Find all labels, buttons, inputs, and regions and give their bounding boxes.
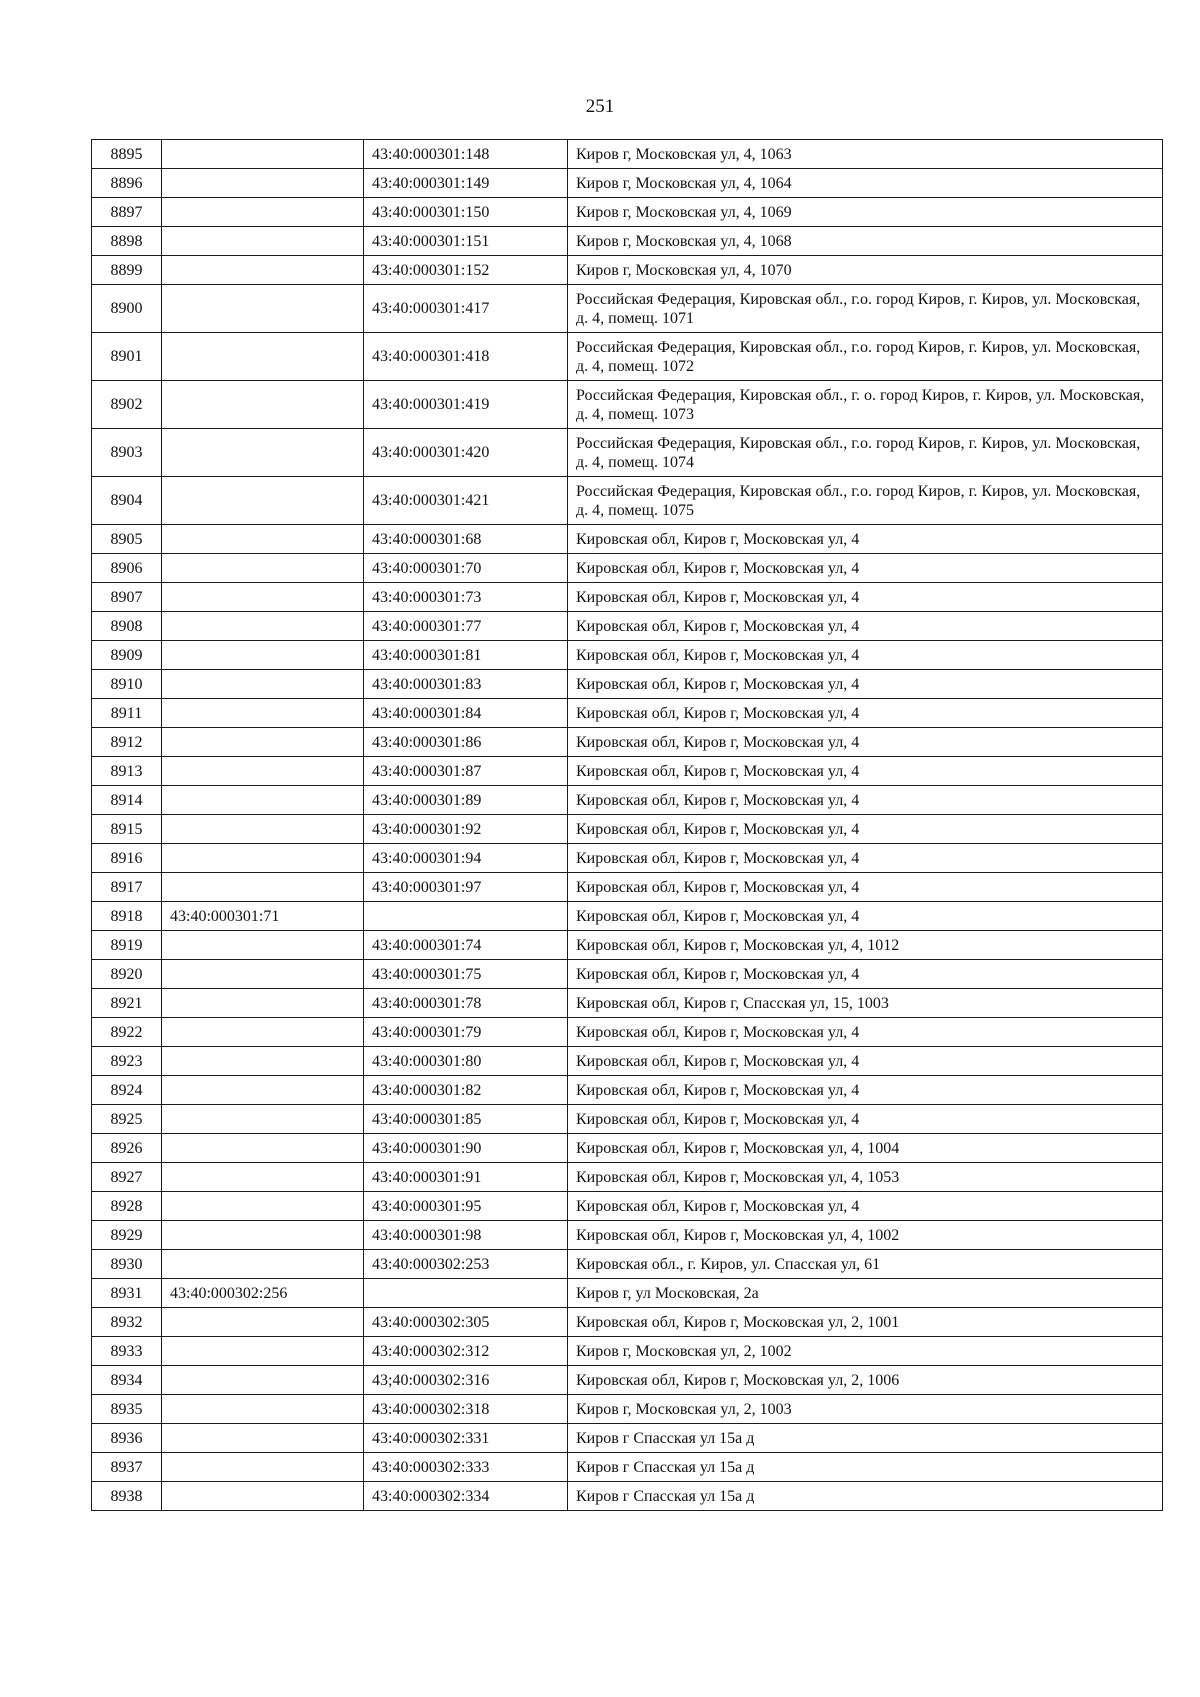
address-cell: Кировская обл, Киров г, Спасская ул, 15, 1003 bbox=[568, 989, 1163, 1018]
row-number-cell: 8898 bbox=[92, 227, 162, 256]
row-number-cell: 8936 bbox=[92, 1424, 162, 1453]
table-row bbox=[92, 1424, 1163, 1453]
table-row bbox=[92, 1018, 1163, 1047]
row-number-cell: 8932 bbox=[92, 1308, 162, 1337]
object-cadastral-cell: 43:40:000301:151 bbox=[364, 227, 568, 256]
table-row bbox=[92, 333, 1163, 381]
object-cadastral-cell: 43:40:000301:90 bbox=[364, 1134, 568, 1163]
parcel-cadastral-cell bbox=[162, 381, 364, 429]
object-cadastral-cell: 43:40:000301:95 bbox=[364, 1192, 568, 1221]
parcel-cadastral-cell bbox=[162, 1482, 364, 1511]
row-number-cell: 8937 bbox=[92, 1453, 162, 1482]
row-number-cell: 8922 bbox=[92, 1018, 162, 1047]
registry-body bbox=[92, 140, 1163, 1511]
row-number-cell: 8907 bbox=[92, 583, 162, 612]
address-cell: Кировская обл, Киров г, Московская ул, 4, 1053 bbox=[568, 1163, 1163, 1192]
address-cell: Киров г, Московская ул, 4, 1068 bbox=[568, 227, 1163, 256]
table-row bbox=[92, 285, 1163, 333]
row-number-cell: 8929 bbox=[92, 1221, 162, 1250]
parcel-cadastral-cell bbox=[162, 554, 364, 583]
object-cadastral-cell: 43:40:000301:75 bbox=[364, 960, 568, 989]
row-number-cell: 8909 bbox=[92, 641, 162, 670]
page-number: 251 bbox=[585, 96, 615, 117]
object-cadastral-cell: 43:40:000302:305 bbox=[364, 1308, 568, 1337]
parcel-cadastral-cell bbox=[162, 477, 364, 525]
object-cadastral-cell: 43:40:000302:312 bbox=[364, 1337, 568, 1366]
table-row bbox=[92, 198, 1163, 227]
registry-table bbox=[91, 139, 1163, 1511]
address-cell: Киров г, Московская ул, 2, 1003 bbox=[568, 1395, 1163, 1424]
object-cadastral-cell: 43:40:000301:420 bbox=[364, 429, 568, 477]
address-cell: Кировская обл, Киров г, Московская ул, 4 bbox=[568, 525, 1163, 554]
table-row bbox=[92, 1482, 1163, 1511]
row-number-cell: 8917 bbox=[92, 873, 162, 902]
object-cadastral-cell: 43:40:000302:318 bbox=[364, 1395, 568, 1424]
object-cadastral-cell: 43:40:000302:334 bbox=[364, 1482, 568, 1511]
parcel-cadastral-cell bbox=[162, 844, 364, 873]
table-row bbox=[92, 1076, 1163, 1105]
row-number-cell: 8927 bbox=[92, 1163, 162, 1192]
object-cadastral-cell: 43:40:000301:89 bbox=[364, 786, 568, 815]
parcel-cadastral-cell bbox=[162, 1250, 364, 1279]
table-row bbox=[92, 844, 1163, 873]
object-cadastral-cell: 43:40:000301:77 bbox=[364, 612, 568, 641]
parcel-cadastral-cell bbox=[162, 525, 364, 554]
table-row bbox=[92, 140, 1163, 169]
row-number-cell: 8906 bbox=[92, 554, 162, 583]
object-cadastral-cell: 43:40:000301:83 bbox=[364, 670, 568, 699]
object-cadastral-cell: 43:40:000301:148 bbox=[364, 140, 568, 169]
table-row bbox=[92, 169, 1163, 198]
address-cell: Кировская обл, Киров г, Московская ул, 4 bbox=[568, 1076, 1163, 1105]
row-number-cell: 8903 bbox=[92, 429, 162, 477]
address-cell: Кировская обл, Киров г, Московская ул, 4 bbox=[568, 786, 1163, 815]
object-cadastral-cell: 43:40:000301:74 bbox=[364, 931, 568, 960]
address-cell: Киров г, Московская ул, 4, 1063 bbox=[568, 140, 1163, 169]
row-number-cell: 8931 bbox=[92, 1279, 162, 1308]
parcel-cadastral-cell bbox=[162, 1453, 364, 1482]
address-cell: Кировская обл, Киров г, Московская ул, 4 bbox=[568, 1105, 1163, 1134]
object-cadastral-cell: 43:40:000301:152 bbox=[364, 256, 568, 285]
address-cell: Российская Федерация, Кировская обл., г.о. город Киров, г. Киров, ул. Московская, д. 4, помещ. 1071 bbox=[568, 285, 1163, 333]
row-number-cell: 8923 bbox=[92, 1047, 162, 1076]
table-row bbox=[92, 815, 1163, 844]
parcel-cadastral-cell bbox=[162, 583, 364, 612]
object-cadastral-cell: 43:40:000301:417 bbox=[364, 285, 568, 333]
address-cell: Кировская обл, Киров г, Московская ул, 4 bbox=[568, 699, 1163, 728]
row-number-cell: 8914 bbox=[92, 786, 162, 815]
parcel-cadastral-cell bbox=[162, 198, 364, 227]
parcel-cadastral-cell bbox=[162, 786, 364, 815]
address-cell: Киров г Спасская ул 15а д bbox=[568, 1424, 1163, 1453]
object-cadastral-cell: 43:40:000301:73 bbox=[364, 583, 568, 612]
parcel-cadastral-cell bbox=[162, 169, 364, 198]
object-cadastral-cell: 43:40:000301:70 bbox=[364, 554, 568, 583]
row-number-cell: 8934 bbox=[92, 1366, 162, 1395]
table-row bbox=[92, 1453, 1163, 1482]
address-cell: Российская Федерация, Кировская обл., г.о. город Киров, г. Киров, ул. Московская, д. 4, помещ. 1075 bbox=[568, 477, 1163, 525]
address-cell: Российская Федерация, Кировская обл., г.о. город Киров, г. Киров, ул. Московская, д. 4, помещ. 1074 bbox=[568, 429, 1163, 477]
table-row bbox=[92, 641, 1163, 670]
parcel-cadastral-cell bbox=[162, 333, 364, 381]
parcel-cadastral-cell bbox=[162, 1047, 364, 1076]
address-cell: Кировская обл, Киров г, Московская ул, 4, 1002 bbox=[568, 1221, 1163, 1250]
parcel-cadastral-cell bbox=[162, 1424, 364, 1453]
parcel-cadastral-cell bbox=[162, 1192, 364, 1221]
address-cell: Киров г Спасская ул 15а д bbox=[568, 1453, 1163, 1482]
table-row bbox=[92, 1337, 1163, 1366]
address-cell: Киров г, Московская ул, 4, 1070 bbox=[568, 256, 1163, 285]
row-number-cell: 8928 bbox=[92, 1192, 162, 1221]
address-cell: Кировская обл, Киров г, Московская ул, 4 bbox=[568, 1192, 1163, 1221]
address-cell: Кировская обл, Киров г, Московская ул, 4 bbox=[568, 960, 1163, 989]
object-cadastral-cell: 43:40:000302:333 bbox=[364, 1453, 568, 1482]
table-row bbox=[92, 989, 1163, 1018]
object-cadastral-cell: 43:40:000301:149 bbox=[364, 169, 568, 198]
object-cadastral-cell: 43:40:000301:150 bbox=[364, 198, 568, 227]
table-row bbox=[92, 227, 1163, 256]
parcel-cadastral-cell bbox=[162, 873, 364, 902]
object-cadastral-cell: 43:40:000301:84 bbox=[364, 699, 568, 728]
address-cell: Киров г, Московская ул, 2, 1002 bbox=[568, 1337, 1163, 1366]
row-number-cell: 8933 bbox=[92, 1337, 162, 1366]
row-number-cell: 8919 bbox=[92, 931, 162, 960]
row-number-cell: 8905 bbox=[92, 525, 162, 554]
object-cadastral-cell bbox=[364, 902, 568, 931]
row-number-cell: 8912 bbox=[92, 728, 162, 757]
address-cell: Кировская обл, Киров г, Московская ул, 4 bbox=[568, 612, 1163, 641]
address-cell: Российская Федерация, Кировская обл., г.о. город Киров, г. Киров, ул. Московская, д. 4, помещ. 1072 bbox=[568, 333, 1163, 381]
row-number-cell: 8918 bbox=[92, 902, 162, 931]
table-row bbox=[92, 525, 1163, 554]
table-row bbox=[92, 728, 1163, 757]
address-cell: Кировская обл, Киров г, Московская ул, 4 bbox=[568, 902, 1163, 931]
object-cadastral-cell: 43:40:000301:68 bbox=[364, 525, 568, 554]
address-cell: Кировская обл, Киров г, Московская ул, 4 bbox=[568, 1047, 1163, 1076]
table-row bbox=[92, 583, 1163, 612]
parcel-cadastral-cell bbox=[162, 227, 364, 256]
address-cell: Киров г, Московская ул, 4, 1069 bbox=[568, 198, 1163, 227]
parcel-cadastral-cell bbox=[162, 256, 364, 285]
parcel-cadastral-cell bbox=[162, 1105, 364, 1134]
object-cadastral-cell: 43:40:000301:80 bbox=[364, 1047, 568, 1076]
row-number-cell: 8896 bbox=[92, 169, 162, 198]
object-cadastral-cell: 43:40:000301:82 bbox=[364, 1076, 568, 1105]
row-number-cell: 8930 bbox=[92, 1250, 162, 1279]
table-row bbox=[92, 554, 1163, 583]
parcel-cadastral-cell bbox=[162, 1163, 364, 1192]
table-row bbox=[92, 1279, 1163, 1308]
address-cell: Кировская обл, Киров г, Московская ул, 4 bbox=[568, 583, 1163, 612]
table-row bbox=[92, 786, 1163, 815]
address-cell: Кировская обл, Киров г, Московская ул, 4 bbox=[568, 670, 1163, 699]
table-row bbox=[92, 902, 1163, 931]
object-cadastral-cell: 43:40:000301:87 bbox=[364, 757, 568, 786]
table-row bbox=[92, 1308, 1163, 1337]
address-cell: Кировская обл, Киров г, Московская ул, 2, 1001 bbox=[568, 1308, 1163, 1337]
object-cadastral-cell: 43:40:000301:421 bbox=[364, 477, 568, 525]
parcel-cadastral-cell bbox=[162, 670, 364, 699]
row-number-cell: 8910 bbox=[92, 670, 162, 699]
table-row bbox=[92, 1221, 1163, 1250]
parcel-cadastral-cell bbox=[162, 1395, 364, 1424]
table-row bbox=[92, 477, 1163, 525]
parcel-cadastral-cell bbox=[162, 1366, 364, 1395]
parcel-cadastral-cell bbox=[162, 1018, 364, 1047]
table-row bbox=[92, 1192, 1163, 1221]
table-row bbox=[92, 1047, 1163, 1076]
address-cell: Кировская обл, Киров г, Московская ул, 4 bbox=[568, 728, 1163, 757]
parcel-cadastral-cell bbox=[162, 815, 364, 844]
row-number-cell: 8913 bbox=[92, 757, 162, 786]
table-row bbox=[92, 1105, 1163, 1134]
table-row bbox=[92, 1366, 1163, 1395]
row-number-cell: 8895 bbox=[92, 140, 162, 169]
object-cadastral-cell bbox=[364, 1279, 568, 1308]
address-cell: Киров г, ул Московская, 2а bbox=[568, 1279, 1163, 1308]
row-number-cell: 8935 bbox=[92, 1395, 162, 1424]
address-cell: Российская Федерация, Кировская обл., г. о. город Киров, г. Киров, ул. Московская, д. 4, помещ. 1073 bbox=[568, 381, 1163, 429]
object-cadastral-cell: 43:40:000301:81 bbox=[364, 641, 568, 670]
row-number-cell: 8900 bbox=[92, 285, 162, 333]
row-number-cell: 8925 bbox=[92, 1105, 162, 1134]
parcel-cadastral-cell bbox=[162, 1308, 364, 1337]
address-cell: Кировская обл, Киров г, Московская ул, 4 bbox=[568, 873, 1163, 902]
row-number-cell: 8901 bbox=[92, 333, 162, 381]
object-cadastral-cell: 43:40:000301:94 bbox=[364, 844, 568, 873]
object-cadastral-cell: 43:40:000302:253 bbox=[364, 1250, 568, 1279]
table-row bbox=[92, 1163, 1163, 1192]
address-cell: Кировская обл, Киров г, Московская ул, 4 bbox=[568, 1018, 1163, 1047]
table-row bbox=[92, 1250, 1163, 1279]
parcel-cadastral-cell bbox=[162, 1337, 364, 1366]
row-number-cell: 8899 bbox=[92, 256, 162, 285]
address-cell: Кировская обл, Киров г, Московская ул, 4 bbox=[568, 757, 1163, 786]
object-cadastral-cell: 43:40:000301:97 bbox=[364, 873, 568, 902]
address-cell: Кировская обл., г. Киров, ул. Спасская ул, 61 bbox=[568, 1250, 1163, 1279]
parcel-cadastral-cell bbox=[162, 429, 364, 477]
parcel-cadastral-cell bbox=[162, 989, 364, 1018]
parcel-cadastral-cell bbox=[162, 1134, 364, 1163]
table-row bbox=[92, 1134, 1163, 1163]
address-cell: Кировская обл, Киров г, Московская ул, 2, 1006 bbox=[568, 1366, 1163, 1395]
address-cell: Кировская обл, Киров г, Московская ул, 4 bbox=[568, 815, 1163, 844]
table-row bbox=[92, 670, 1163, 699]
row-number-cell: 8938 bbox=[92, 1482, 162, 1511]
object-cadastral-cell: 43:40:000301:85 bbox=[364, 1105, 568, 1134]
object-cadastral-cell: 43:40:000302:331 bbox=[364, 1424, 568, 1453]
row-number-cell: 8915 bbox=[92, 815, 162, 844]
row-number-cell: 8926 bbox=[92, 1134, 162, 1163]
table-row bbox=[92, 1395, 1163, 1424]
object-cadastral-cell: 43:40:000301:78 bbox=[364, 989, 568, 1018]
parcel-cadastral-cell bbox=[162, 728, 364, 757]
parcel-cadastral-cell bbox=[162, 612, 364, 641]
table-row bbox=[92, 612, 1163, 641]
table-row bbox=[92, 931, 1163, 960]
row-number-cell: 8920 bbox=[92, 960, 162, 989]
address-cell: Кировская обл, Киров г, Московская ул, 4, 1012 bbox=[568, 931, 1163, 960]
parcel-cadastral-cell bbox=[162, 140, 364, 169]
table-row bbox=[92, 429, 1163, 477]
row-number-cell: 8897 bbox=[92, 198, 162, 227]
object-cadastral-cell: 43:40:000301:92 bbox=[364, 815, 568, 844]
parcel-cadastral-cell bbox=[162, 931, 364, 960]
parcel-cadastral-cell bbox=[162, 757, 364, 786]
object-cadastral-cell: 43:40:000301:79 bbox=[364, 1018, 568, 1047]
address-cell: Киров г, Московская ул, 4, 1064 bbox=[568, 169, 1163, 198]
object-cadastral-cell: 43:40:000301:98 bbox=[364, 1221, 568, 1250]
address-cell: Кировская обл, Киров г, Московская ул, 4 bbox=[568, 641, 1163, 670]
address-cell: Киров г Спасская ул 15а д bbox=[568, 1482, 1163, 1511]
object-cadastral-cell: 43:40:000301:419 bbox=[364, 381, 568, 429]
object-cadastral-cell: 43;40:000302:316 bbox=[364, 1366, 568, 1395]
row-number-cell: 8921 bbox=[92, 989, 162, 1018]
parcel-cadastral-cell bbox=[162, 1221, 364, 1250]
parcel-cadastral-cell: 43:40:000302:256 bbox=[162, 1279, 364, 1308]
table-row bbox=[92, 256, 1163, 285]
parcel-cadastral-cell bbox=[162, 641, 364, 670]
object-cadastral-cell: 43:40:000301:418 bbox=[364, 333, 568, 381]
parcel-cadastral-cell bbox=[162, 960, 364, 989]
row-number-cell: 8911 bbox=[92, 699, 162, 728]
table-row bbox=[92, 757, 1163, 786]
parcel-cadastral-cell bbox=[162, 1076, 364, 1105]
row-number-cell: 8908 bbox=[92, 612, 162, 641]
table-row bbox=[92, 960, 1163, 989]
address-cell: Кировская обл, Киров г, Московская ул, 4 bbox=[568, 554, 1163, 583]
address-cell: Кировская обл, Киров г, Московская ул, 4 bbox=[568, 844, 1163, 873]
parcel-cadastral-cell: 43:40:000301:71 bbox=[162, 902, 364, 931]
table-row bbox=[92, 699, 1163, 728]
row-number-cell: 8924 bbox=[92, 1076, 162, 1105]
row-number-cell: 8902 bbox=[92, 381, 162, 429]
parcel-cadastral-cell bbox=[162, 285, 364, 333]
object-cadastral-cell: 43:40:000301:86 bbox=[364, 728, 568, 757]
row-number-cell: 8904 bbox=[92, 477, 162, 525]
table-row bbox=[92, 873, 1163, 902]
table-row bbox=[92, 381, 1163, 429]
row-number-cell: 8916 bbox=[92, 844, 162, 873]
object-cadastral-cell: 43:40:000301:91 bbox=[364, 1163, 568, 1192]
parcel-cadastral-cell bbox=[162, 699, 364, 728]
address-cell: Кировская обл, Киров г, Московская ул, 4, 1004 bbox=[568, 1134, 1163, 1163]
